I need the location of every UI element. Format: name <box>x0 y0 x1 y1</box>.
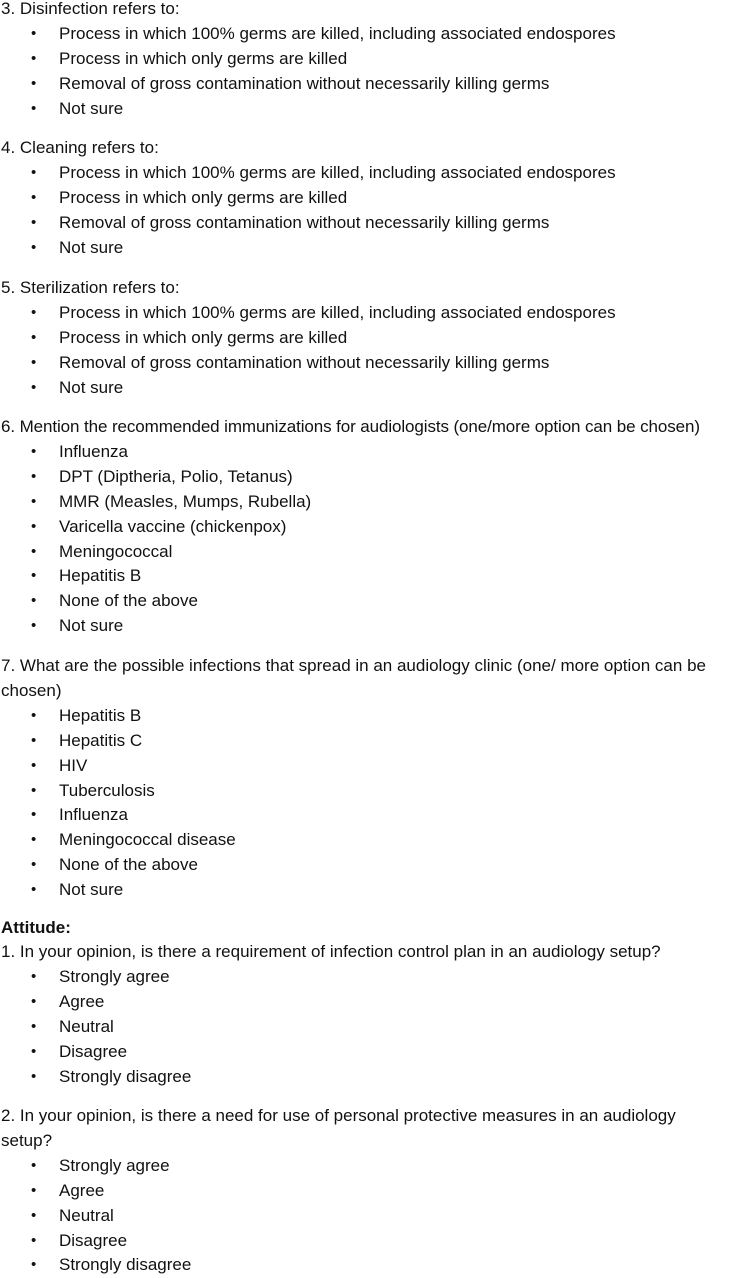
list-item <box>1 47 751 72</box>
bullet-icon: • <box>31 442 37 460</box>
option-label: Agree <box>59 1180 105 1200</box>
list-item <box>1 1204 751 1229</box>
list-item <box>1 589 751 614</box>
bullet-icon: • <box>31 163 37 181</box>
option-list <box>1 301 751 401</box>
bullet-icon: • <box>31 992 37 1010</box>
bullet-icon: • <box>31 303 37 321</box>
option-label: Process in which 100% germs are killed, including associated endospores <box>59 302 616 322</box>
option-label: Neutral <box>59 1016 114 1036</box>
option-list <box>1 965 751 1090</box>
option-list <box>1 161 751 261</box>
bullet-icon: • <box>31 856 37 874</box>
list-item <box>1 729 751 754</box>
list-item <box>1 614 751 639</box>
bullet-icon: • <box>31 492 37 510</box>
question-title: 6. Mention the recommended immunizations for audiologists (one/more option can be chosen) <box>1 417 700 436</box>
list-item <box>1 803 751 828</box>
option-label: Not sure <box>59 98 124 118</box>
question-immunizations <box>0 415 751 639</box>
option-label: Not sure <box>59 237 124 257</box>
question-sterilization <box>0 276 751 401</box>
list-item <box>1 1179 751 1204</box>
bullet-icon: • <box>31 781 37 799</box>
option-label: Strongly disagree <box>59 1255 192 1275</box>
list-item <box>1 704 751 729</box>
option-label: Removal of gross contamination without necessarily killing germs <box>59 352 550 372</box>
option-label: None of the above <box>59 591 198 611</box>
bullet-icon: • <box>31 328 37 346</box>
question-title: 1. In your opinion, is there a requirement of infection control plan in an audiology setup? <box>1 942 661 961</box>
list-item <box>1 515 751 540</box>
list-item <box>1 72 751 97</box>
option-label: Removal of gross contamination without necessarily killing germs <box>59 212 550 232</box>
list-item <box>1 376 751 401</box>
list-item <box>1 440 751 465</box>
question-title: 4. Cleaning refers to: <box>1 138 159 157</box>
list-item <box>1 990 751 1015</box>
list-item <box>1 1065 751 1090</box>
option-label: Disagree <box>59 1230 128 1250</box>
bullet-icon: • <box>31 1256 37 1274</box>
bullet-icon: • <box>31 967 37 985</box>
option-list <box>1 22 751 122</box>
bullet-icon: • <box>31 353 37 371</box>
option-label: Influenza <box>59 441 128 461</box>
list-item <box>1 1253 751 1278</box>
list-item <box>1 465 751 490</box>
option-label: Strongly agree <box>59 1155 170 1175</box>
bullet-icon: • <box>31 1181 37 1199</box>
option-label: Disagree <box>59 1041 128 1061</box>
bullet-icon: • <box>31 731 37 749</box>
option-label: Agree <box>59 991 105 1011</box>
bullet-icon: • <box>31 1042 37 1060</box>
bullet-icon: • <box>31 756 37 774</box>
option-label: None of the above <box>59 855 198 875</box>
list-item <box>1 1154 751 1179</box>
bullet-icon: • <box>31 1156 37 1174</box>
question-title: 2. In your opinion, is there a need for use of personal protective measures in an audiology setup? <box>1 1106 676 1150</box>
bullet-icon: • <box>31 517 37 535</box>
list-item <box>1 161 751 186</box>
list-item <box>1 326 751 351</box>
option-label: Not sure <box>59 616 124 636</box>
option-label: Not sure <box>59 377 124 397</box>
bullet-icon: • <box>31 213 37 231</box>
bullet-icon: • <box>31 99 37 117</box>
option-label: Removal of gross contamination without necessarily killing germs <box>59 73 550 93</box>
bullet-icon: • <box>31 49 37 67</box>
bullet-icon: • <box>31 567 37 585</box>
list-item <box>1 540 751 565</box>
list-item <box>1 1015 751 1040</box>
list-item <box>1 828 751 853</box>
question-disinfection <box>0 0 751 122</box>
question-title: 3. Disinfection refers to: <box>1 0 180 18</box>
question-infections <box>0 654 751 903</box>
list-item <box>1 301 751 326</box>
question-title: 5. Sterilization refers to: <box>1 278 180 297</box>
bullet-icon: • <box>31 806 37 824</box>
list-item <box>1 236 751 261</box>
bullet-icon: • <box>31 1206 37 1224</box>
attitude-heading: Attitude: <box>1 918 71 937</box>
bullet-icon: • <box>31 24 37 42</box>
option-label: Process in which only germs are killed <box>59 327 348 347</box>
bullet-icon: • <box>31 238 37 256</box>
list-item <box>1 1229 751 1254</box>
option-label: Meningococcal <box>59 541 173 561</box>
bullet-icon: • <box>31 831 37 849</box>
list-item <box>1 564 751 589</box>
option-label: Strongly disagree <box>59 1066 192 1086</box>
list-item <box>1 351 751 376</box>
option-label: Process in which 100% germs are killed, including associated endospores <box>59 162 616 182</box>
list-item <box>1 965 751 990</box>
list-item <box>1 878 751 903</box>
bullet-icon: • <box>31 1231 37 1249</box>
attitude-question-infection-control-plan <box>0 940 751 1089</box>
bullet-icon: • <box>31 881 37 899</box>
option-label: Influenza <box>59 805 128 825</box>
bullet-icon: • <box>31 706 37 724</box>
bullet-icon: • <box>31 1017 37 1035</box>
option-label: Neutral <box>59 1205 114 1225</box>
bullet-icon: • <box>31 467 37 485</box>
bullet-icon: • <box>31 1067 37 1085</box>
option-label: Hepatitis C <box>59 730 143 750</box>
option-list <box>1 704 751 903</box>
question-title: 7. What are the possible infections that spread in an audiology clinic (one/ more option can be chosen) <box>1 656 706 700</box>
option-label: Not sure <box>59 880 124 900</box>
option-label: Process in which only germs are killed <box>59 187 348 207</box>
option-label: Meningococcal disease <box>59 830 236 850</box>
option-label: Process in which 100% germs are killed, including associated endospores <box>59 23 616 43</box>
list-item <box>1 754 751 779</box>
attitude-question-personal-protective-measures <box>0 1104 751 1278</box>
option-label: HIV <box>59 755 88 775</box>
bullet-icon: • <box>31 542 37 560</box>
option-label: Tuberculosis <box>59 780 155 800</box>
list-item <box>1 22 751 47</box>
option-list <box>1 440 751 639</box>
list-item <box>1 1040 751 1065</box>
option-label: Varicella vaccine (chickenpox) <box>59 516 287 536</box>
question-cleaning <box>0 136 751 261</box>
bullet-icon: • <box>31 188 37 206</box>
bullet-icon: • <box>31 74 37 92</box>
list-item <box>1 211 751 236</box>
option-label: MMR (Measles, Mumps, Rubella) <box>59 491 312 511</box>
list-item <box>1 186 751 211</box>
list-item <box>1 490 751 515</box>
bullet-icon: • <box>31 378 37 396</box>
option-list <box>1 1154 751 1278</box>
bullet-icon: • <box>31 617 37 635</box>
list-item <box>1 97 751 122</box>
option-label: DPT (Diptheria, Polio, Tetanus) <box>59 466 293 486</box>
option-label: Hepatitis B <box>59 566 142 586</box>
option-label: Process in which only germs are killed <box>59 48 348 68</box>
option-label: Hepatitis B <box>59 705 142 725</box>
option-label: Strongly agree <box>59 966 170 986</box>
list-item <box>1 853 751 878</box>
bullet-icon: • <box>31 592 37 610</box>
list-item <box>1 779 751 804</box>
